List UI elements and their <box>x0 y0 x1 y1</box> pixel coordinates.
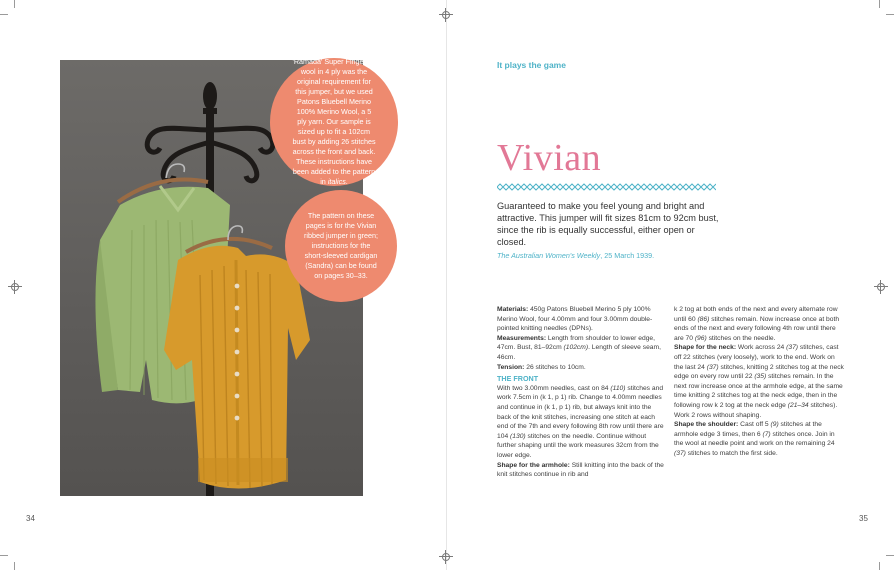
decrease-paragraph: k 2 tog at both ends of the next and every alternate row until 60 (86) stitches remain. Now increase once at both ends of the next and every following 4th row until there are 70 (96) stitches on the needle. <box>674 306 840 342</box>
yarn-note-italic: italics <box>327 177 346 186</box>
zigzag-rule-icon <box>497 183 716 191</box>
registration-mark-icon <box>442 553 450 561</box>
coat-stand-arm <box>147 128 210 152</box>
registration-mark-icon <box>877 283 885 291</box>
instructions-column-2 <box>674 305 844 459</box>
pattern-note-text: The pattern on these pages is for the Vivian ribbed jumper in green; instructions for the short-sleeved cardigan (Sandra) can be found on pages 30–33. <box>304 211 378 280</box>
instructions-column-1 <box>497 305 667 480</box>
materials-paragraph: Materials: 450g Patons Bluebell Merino 5 ply 100% Merino Wool, four 4.00mm and four 3.00mm double-pointed knitting needles (DPNs). <box>497 306 653 333</box>
pattern-title: Vivian <box>497 137 602 179</box>
coat-stand-arm <box>210 142 257 181</box>
yarn-note-text: 'Ramada' Super Fingering wool in 4 ply was the original requirement for this jumper, but we used Patons Bluebell Merino 100% Merino Wool, a 5 ply yarn. Our sample is sized up to fit a 102cm bust by adding 26 stitches across the front and back. These instructions have been added to the pattern in <box>292 57 376 186</box>
page-number-left: 34 <box>26 514 35 523</box>
crop-mark <box>879 562 880 570</box>
crop-mark <box>879 0 880 8</box>
coat-stand-finial <box>203 82 217 110</box>
pattern-intro: Guaranteed to make you feel young and bright and attractive. This jumper will fit sizes 81cm to 92cm bust, since the rib is equally successful, either open or closed. <box>497 201 719 247</box>
crop-mark <box>14 0 15 8</box>
pattern-note-bubble <box>285 190 397 302</box>
crop-mark <box>0 555 8 556</box>
front-paragraph: With two 3.00mm needles, cast on 84 (110) stitches and work 7.5cm in (k 1, p 1) rib. Change to 4.00mm needles and continue in (k 1, p 1) rib, but always knit into the back of the knit stitches, increasing one stitch at each end of the 7th and every following 8th row until there are 104 (130) stitches on the needle. Continue without further shaping until the work measures 32cm from the lower edge. <box>497 384 664 459</box>
registration-mark-icon <box>442 11 450 19</box>
registration-mark-icon <box>11 283 19 291</box>
coat-stand-arm <box>210 128 273 152</box>
rows-paragraph: Work 2 rows without shaping. <box>674 411 762 419</box>
armhole-paragraph: Shape for the armhole: Still knitting into the back of the knit stitches continue in rib and <box>497 461 664 479</box>
crop-mark <box>0 14 8 15</box>
measurements-paragraph: Measurements: Length from shoulder to lower edge, 47cm. Bust, 81–92cm (102cm). Length of sleeve seam, 46cm. <box>497 334 661 361</box>
shoulder-paragraph: Shape the shoulder: Cast off 5 (9) stitches at the armhole edge 3 times, then 6 (7) stitches once. Join in the wool at needle point and work on the remaining 24 (37) stitches to match the first side. <box>674 421 835 457</box>
source-publication: The Australian Women's Weekly <box>497 251 601 260</box>
source-date: , 25 March 1939. <box>600 251 655 260</box>
source-citation <box>497 251 654 260</box>
crop-mark <box>886 14 894 15</box>
gutter <box>446 0 447 570</box>
page-number-right: 35 <box>859 514 868 523</box>
crop-mark <box>14 562 15 570</box>
coat-stand-arm <box>163 142 210 181</box>
crop-mark <box>886 555 894 556</box>
front-heading: THE FRONT <box>497 374 539 384</box>
yarn-note-bubble: 'Ramada' Super Fingering wool in 4 ply was the original requirement for this jumper, but we used Patons Bluebell Merino 100% Merino Wool, a 5 ply yarn. Our sample is sized up to fit a 102cm bust by adding 26 stitches across the front and back. These instructions have been added to the pattern in italics. <box>270 58 398 186</box>
section-kicker: It plays the game <box>497 60 566 70</box>
neck-paragraph: Shape for the neck: Work across 24 (37) stitches, cast off 22 stitches (very loosely), work to the end. Work on the last 24 (37) stitches, knitting 2 stitches tog at the neck edge on every row until 22 (35) stitches remain. In the next row increase once at the armhole edge, at the same time knitting 2 stitches tog at the neck edge, then in the following row k 2 tog at the neck edge (21–34 stitches). <box>674 344 844 409</box>
tension-paragraph: Tension: 26 stitches to 10cm. <box>497 363 586 371</box>
